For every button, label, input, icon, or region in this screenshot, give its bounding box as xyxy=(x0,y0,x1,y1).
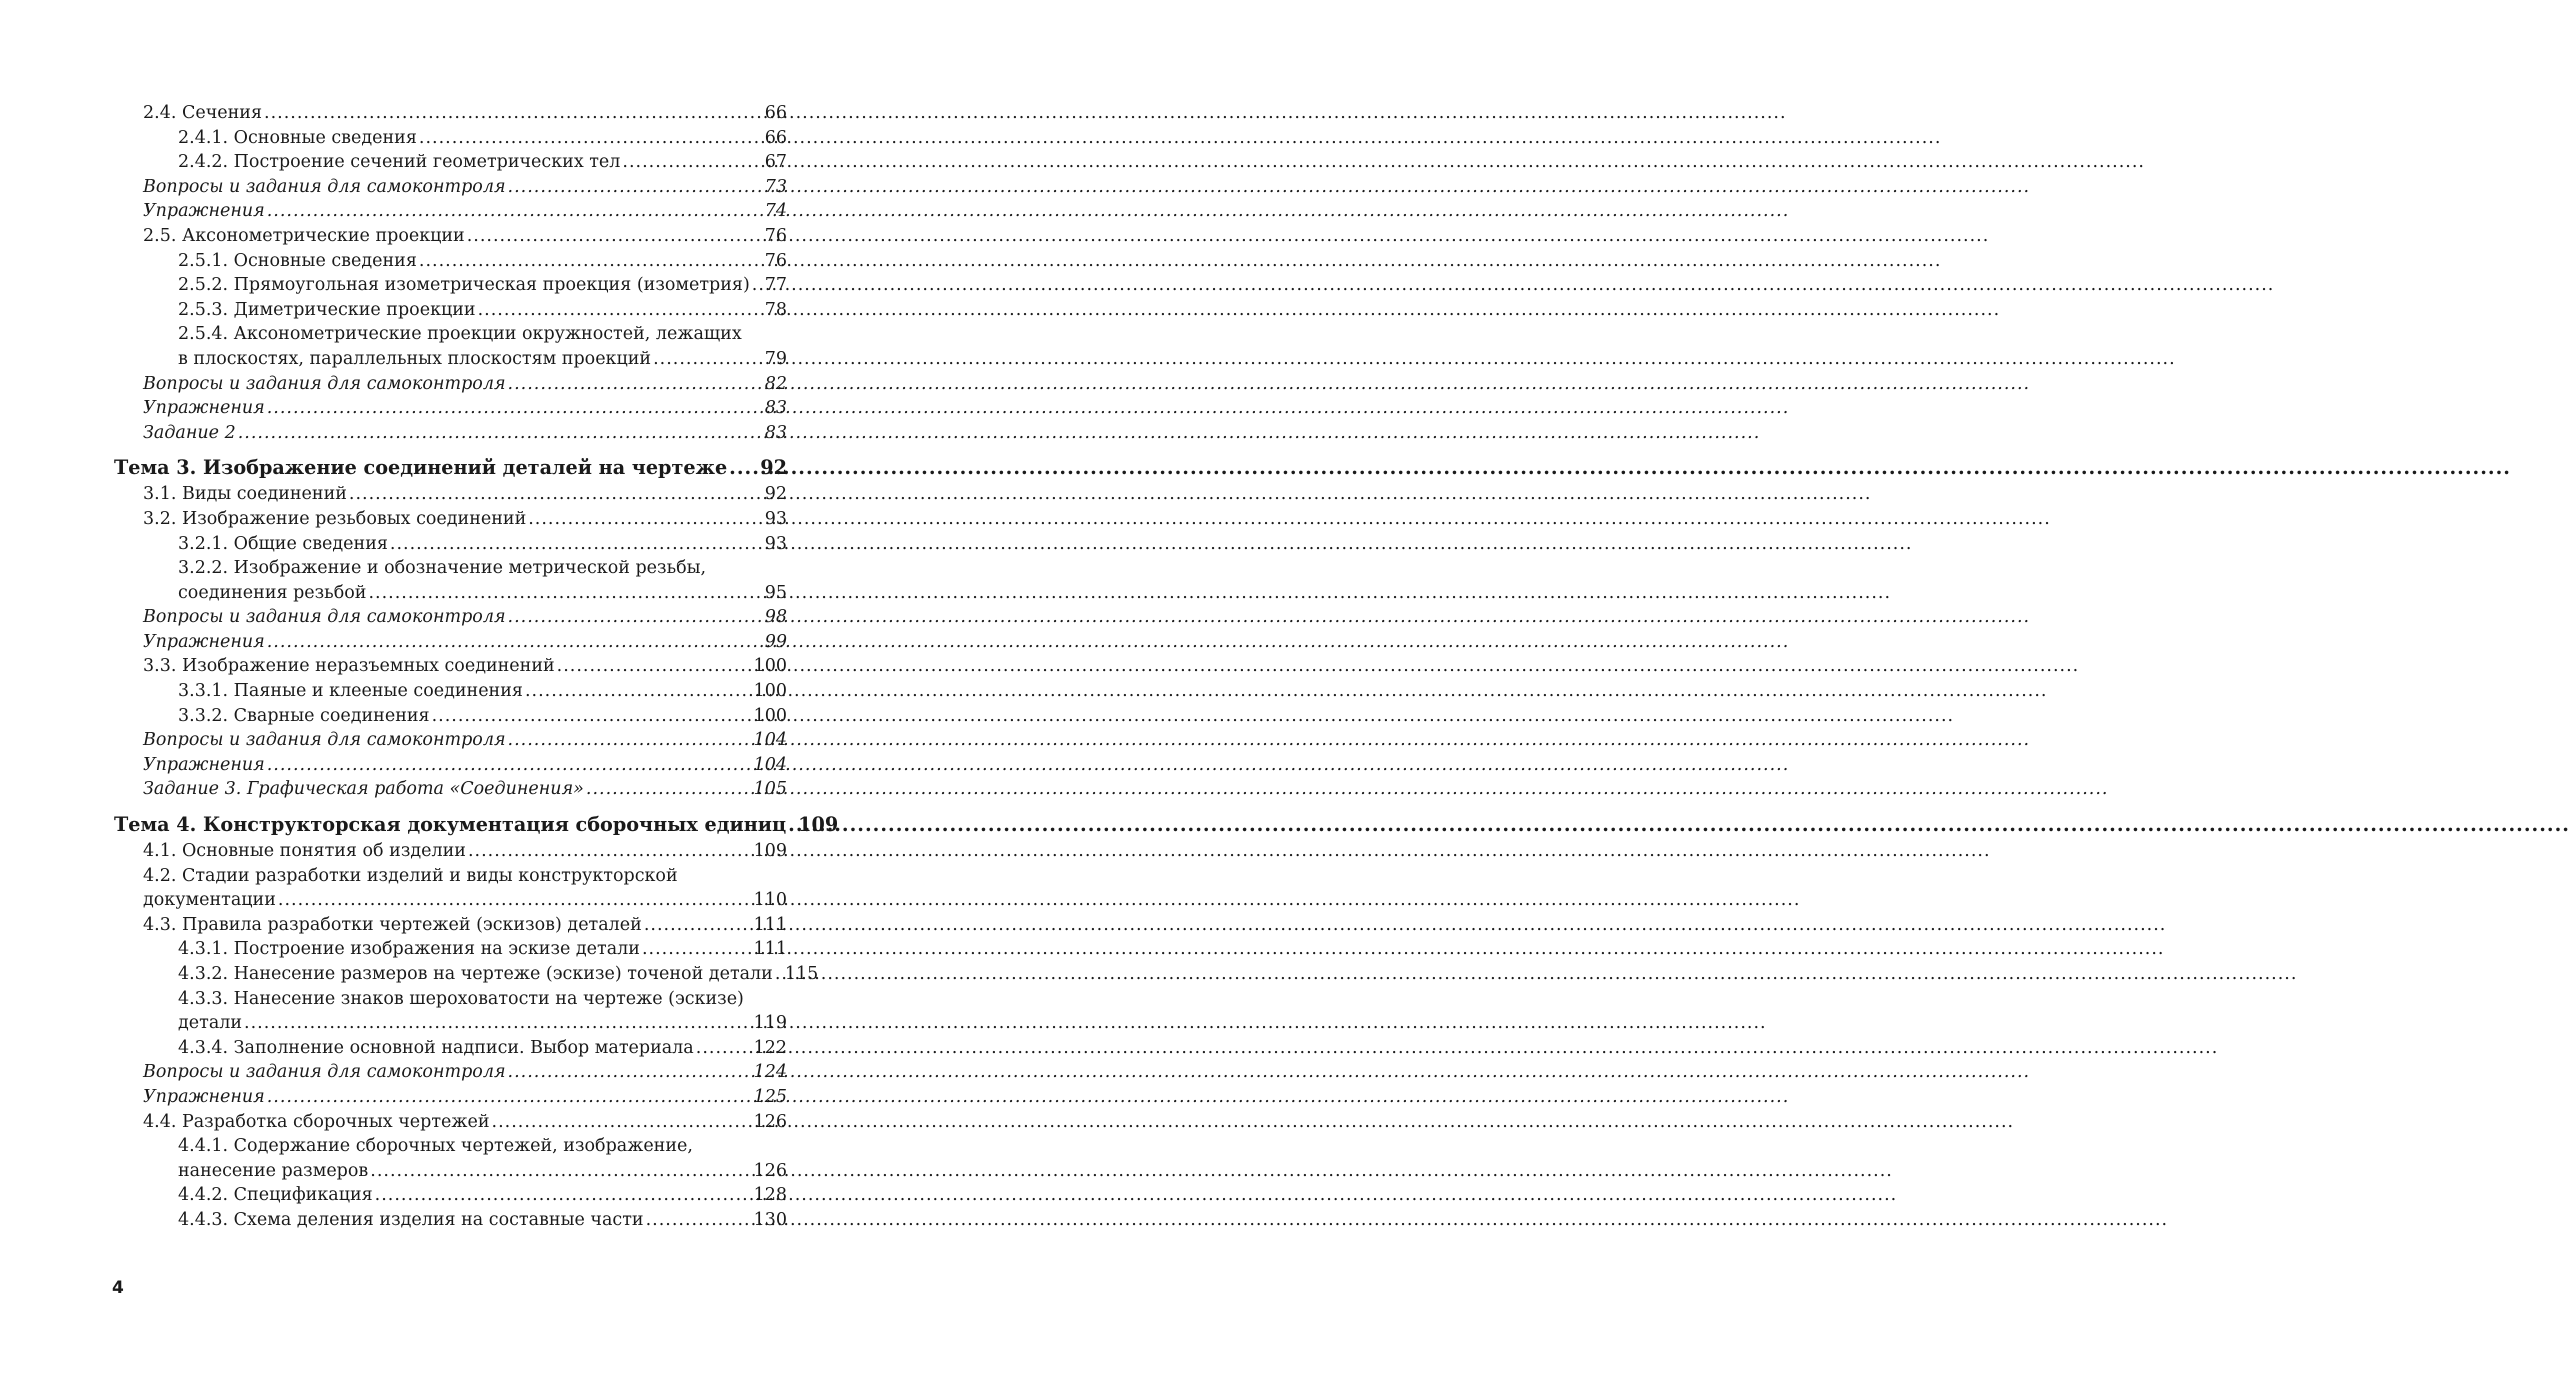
toc-entry-page: 122 xyxy=(753,1037,787,1058)
dot-leader xyxy=(278,888,752,913)
toc-entry-title: 3.2. Изображение резьбовых соединений xyxy=(143,508,527,529)
dot-leader xyxy=(729,455,758,480)
toc-entry-title: 4.3.2. Нанесение размеров на чертеже (эскизе) точеной детали xyxy=(178,964,773,984)
toc-entry-page: 109 xyxy=(753,841,787,862)
toc-entry-title: Вопросы и задания для самоконтроля xyxy=(143,176,506,197)
toc-entry-page: 93 xyxy=(764,533,787,554)
toc-topic xyxy=(114,455,787,480)
toc-entry-page: 111 xyxy=(753,939,787,960)
toc-entry-title: Упражнения xyxy=(143,201,265,222)
toc-entry-page: 124 xyxy=(753,1062,787,1083)
dot-leader xyxy=(525,679,752,704)
toc-entry-title: 2.5.2. Прямоугольная изометрическая проекция (изометрия) xyxy=(178,275,750,296)
dot-leader xyxy=(467,224,763,249)
dot-leader xyxy=(788,812,796,837)
toc-entry-page: 119 xyxy=(753,1013,787,1034)
toc-entry-title: 3.3. Изображение неразъемных соединений xyxy=(143,656,555,677)
toc-entry xyxy=(114,224,787,249)
toc-entry-page: 126 xyxy=(753,1160,787,1181)
toc-entry-page: 109 xyxy=(798,813,839,837)
dot-leader xyxy=(508,605,763,630)
toc-entry-title: Вопросы и задания для самоконтроля xyxy=(143,1062,506,1083)
dot-leader xyxy=(508,372,763,397)
toc-entry-page: 115 xyxy=(784,964,819,984)
toc-entry-title: Упражнения xyxy=(143,754,265,775)
toc-entry-title: 2.4.1. Основные сведения xyxy=(178,127,417,148)
toc-entry-page: 76 xyxy=(764,250,787,271)
toc-entry-page: 73 xyxy=(764,176,787,197)
dot-leader xyxy=(390,532,763,557)
toc-entry xyxy=(114,101,787,126)
toc-entry-title: Вопросы и задания для самоконтроля xyxy=(143,607,506,628)
toc-entry xyxy=(114,372,787,397)
dot-leader xyxy=(492,1110,752,1135)
toc-entry xyxy=(114,1060,787,1085)
toc-entry-title: 4.4.1. Содержание сборочных чертежей, изображение, xyxy=(178,1136,693,1157)
dot-leader xyxy=(508,175,763,200)
toc-entry xyxy=(114,987,787,1036)
toc-entry-page: 100 xyxy=(753,681,787,702)
toc-entry-page: 92 xyxy=(764,484,787,505)
toc-entry xyxy=(114,175,787,200)
dot-leader xyxy=(419,126,763,151)
toc-entry-title-cont: нанесение размеров xyxy=(178,1160,369,1181)
toc-entry-title: 3.3.1. Паяные и клееные соединения xyxy=(178,681,523,702)
toc-entry-title: Упражнения xyxy=(143,398,265,419)
toc-entry xyxy=(114,1208,787,1233)
dot-leader xyxy=(368,581,762,606)
toc-entry-page: 100 xyxy=(753,656,787,677)
toc-entry-title: 3.1. Виды соединений xyxy=(143,484,347,505)
toc-entry-title: 3.3.2. Сварные соединения xyxy=(178,705,430,726)
toc-entry xyxy=(114,249,787,274)
toc-entry xyxy=(114,507,787,532)
toc-entry-page: 130 xyxy=(753,1209,787,1230)
page-number: 4 xyxy=(112,1278,124,1298)
toc-entry xyxy=(114,962,819,987)
dot-leader xyxy=(468,839,752,864)
toc-entry xyxy=(114,937,787,962)
toc-entry xyxy=(114,396,787,421)
toc-entry xyxy=(114,150,787,175)
dot-leader xyxy=(267,630,763,655)
toc-entry xyxy=(114,704,787,729)
toc-entry-title: 2.5.4. Аксонометрические проекции окружностей, лежащих xyxy=(178,324,742,345)
dot-leader xyxy=(752,273,763,298)
toc-entry-page: 83 xyxy=(764,398,787,419)
toc-entry-page: 93 xyxy=(764,508,787,529)
toc-entry-page: 78 xyxy=(764,299,787,320)
toc-entry-page: 98 xyxy=(764,607,787,628)
toc-entry-title: Задание 3. Графическая работа «Соединения» xyxy=(143,779,584,800)
toc-entry xyxy=(114,273,787,298)
toc-entry xyxy=(114,1036,787,1061)
dot-leader xyxy=(622,150,762,175)
toc-entry-title: Вопросы и задания для самоконтроля xyxy=(143,373,506,394)
toc-entry-page: 79 xyxy=(764,348,787,369)
toc-entry-title: 4.1. Основные понятия об изделии xyxy=(143,841,466,862)
toc-entry-page: 125 xyxy=(753,1086,787,1107)
dot-leader xyxy=(508,728,752,753)
toc-entry xyxy=(114,839,787,864)
toc-entry-title-cont: соединения резьбой xyxy=(178,582,367,603)
dot-leader xyxy=(419,249,763,274)
toc-entry xyxy=(114,556,787,605)
toc-entry-title-cont: документации xyxy=(143,890,276,911)
toc-entry xyxy=(114,1085,787,1110)
toc-entry xyxy=(114,1183,787,1208)
dot-leader xyxy=(586,777,752,802)
dot-leader xyxy=(478,298,763,323)
toc-entry-page: 66 xyxy=(764,103,787,123)
toc-entry-title: Упражнения xyxy=(143,1086,265,1107)
toc-entry-title-cont: детали xyxy=(178,1013,243,1034)
toc-entry-title: 4.4. Разработка сборочных чертежей xyxy=(143,1111,490,1132)
toc-entry-title: 3.2.1. Общие сведения xyxy=(178,533,388,554)
dot-leader xyxy=(696,1036,752,1061)
toc-entry-page: 104 xyxy=(753,754,787,775)
toc-entry xyxy=(114,605,787,630)
toc-entry-page: 99 xyxy=(764,631,787,652)
toc-entry xyxy=(114,654,787,679)
dot-leader xyxy=(244,1011,752,1036)
table-of-contents xyxy=(114,101,839,1233)
toc-entry xyxy=(114,777,787,802)
toc-entry-title: 4.3.4. Заполнение основной надписи. Выбор материала xyxy=(178,1037,694,1058)
dot-leader xyxy=(557,654,752,679)
toc-entry-page: 83 xyxy=(764,422,787,443)
toc-entry-title: Тема 3. Изображение соединений деталей на чертеже xyxy=(114,456,728,480)
toc-entry xyxy=(114,864,787,913)
dot-leader xyxy=(349,482,763,507)
toc-entry-title: 4.3.1. Построение изображения на эскизе детали xyxy=(178,939,640,960)
toc-entry-page: 111 xyxy=(753,914,787,935)
toc-entry-page: 74 xyxy=(764,201,787,222)
dot-leader xyxy=(644,913,752,938)
toc-entry xyxy=(114,126,787,151)
toc-entry-title: 3.2.2. Изображение и обозначение метрической резьбы, xyxy=(178,558,707,579)
toc-entry-page: 67 xyxy=(764,152,787,173)
toc-entry xyxy=(114,298,787,323)
toc-entry-page: 126 xyxy=(753,1111,787,1132)
toc-entry xyxy=(114,421,787,446)
dot-leader xyxy=(267,396,763,421)
dot-leader xyxy=(370,1159,751,1184)
toc-entry xyxy=(114,913,787,938)
toc-entry-title: Вопросы и задания для самоконтроля xyxy=(143,730,506,751)
toc-entry-title: 4.4.2. Спецификация xyxy=(178,1185,373,1206)
toc-topic xyxy=(114,812,839,837)
dot-leader xyxy=(432,704,752,729)
toc-entry-page: 76 xyxy=(764,225,787,246)
toc-entry-page: 82 xyxy=(764,373,787,394)
toc-entry xyxy=(114,728,787,753)
toc-entry-title: 2.5. Аксонометрические проекции xyxy=(143,225,465,246)
dot-leader xyxy=(267,199,763,224)
dot-leader xyxy=(642,937,752,962)
toc-entry-title: Задание 2 xyxy=(143,422,236,443)
dot-leader xyxy=(528,507,762,532)
toc-entry xyxy=(114,679,787,704)
dot-leader xyxy=(238,421,763,446)
toc-entry xyxy=(114,630,787,655)
toc-entry-page: 95 xyxy=(764,582,787,603)
toc-entry xyxy=(114,1110,787,1135)
toc-entry-page: 100 xyxy=(753,705,787,726)
toc-entry-title: Упражнения xyxy=(143,631,265,652)
dot-leader xyxy=(775,962,783,987)
toc-entry-title: Тема 4. Конструкторская документация сборочных единиц xyxy=(114,813,787,837)
dot-leader xyxy=(267,753,752,778)
toc-entry-title-cont: в плоскостях, параллельных плоскостям проекций xyxy=(178,348,652,369)
toc-entry-page: 77 xyxy=(764,275,787,296)
dot-leader xyxy=(508,1060,752,1085)
toc-entry-page: 66 xyxy=(764,127,787,148)
toc-entry xyxy=(114,532,787,557)
dot-leader xyxy=(375,1183,752,1208)
toc-entry xyxy=(114,753,787,778)
toc-entry-title: 4.4.3. Схема деления изделия на составные части xyxy=(178,1209,644,1230)
toc-entry-page: 128 xyxy=(753,1185,787,1206)
toc-entry-title: 2.5.1. Основные сведения xyxy=(178,250,417,271)
toc-entry-title: 4.3.3. Нанесение знаков шероховатости на чертеже (эскизе) xyxy=(178,988,744,1009)
toc-entry xyxy=(114,1134,787,1183)
toc-entry-title: 2.4. Сечения xyxy=(143,103,262,123)
toc-entry-title: 4.3. Правила разработки чертежей (эскизов) деталей xyxy=(143,914,642,935)
toc-entry-page: 105 xyxy=(753,779,787,800)
toc-entry xyxy=(114,322,787,371)
toc-entry-title: 2.4.2. Построение сечений геометрических тел xyxy=(178,152,621,173)
toc-entry-page: 104 xyxy=(753,730,787,751)
dot-leader xyxy=(264,101,763,126)
toc-entry xyxy=(114,199,787,224)
toc-entry-title: 4.2. Стадии разработки изделий и виды конструкторской xyxy=(143,865,678,886)
dot-leader xyxy=(653,347,763,372)
dot-leader xyxy=(267,1085,752,1110)
toc-entry xyxy=(114,482,787,507)
toc-entry-page: 92 xyxy=(760,456,787,480)
toc-entry-title: 2.5.3. Диметрические проекции xyxy=(178,299,476,320)
dot-leader xyxy=(646,1208,752,1233)
toc-entry-page: 110 xyxy=(753,890,787,911)
